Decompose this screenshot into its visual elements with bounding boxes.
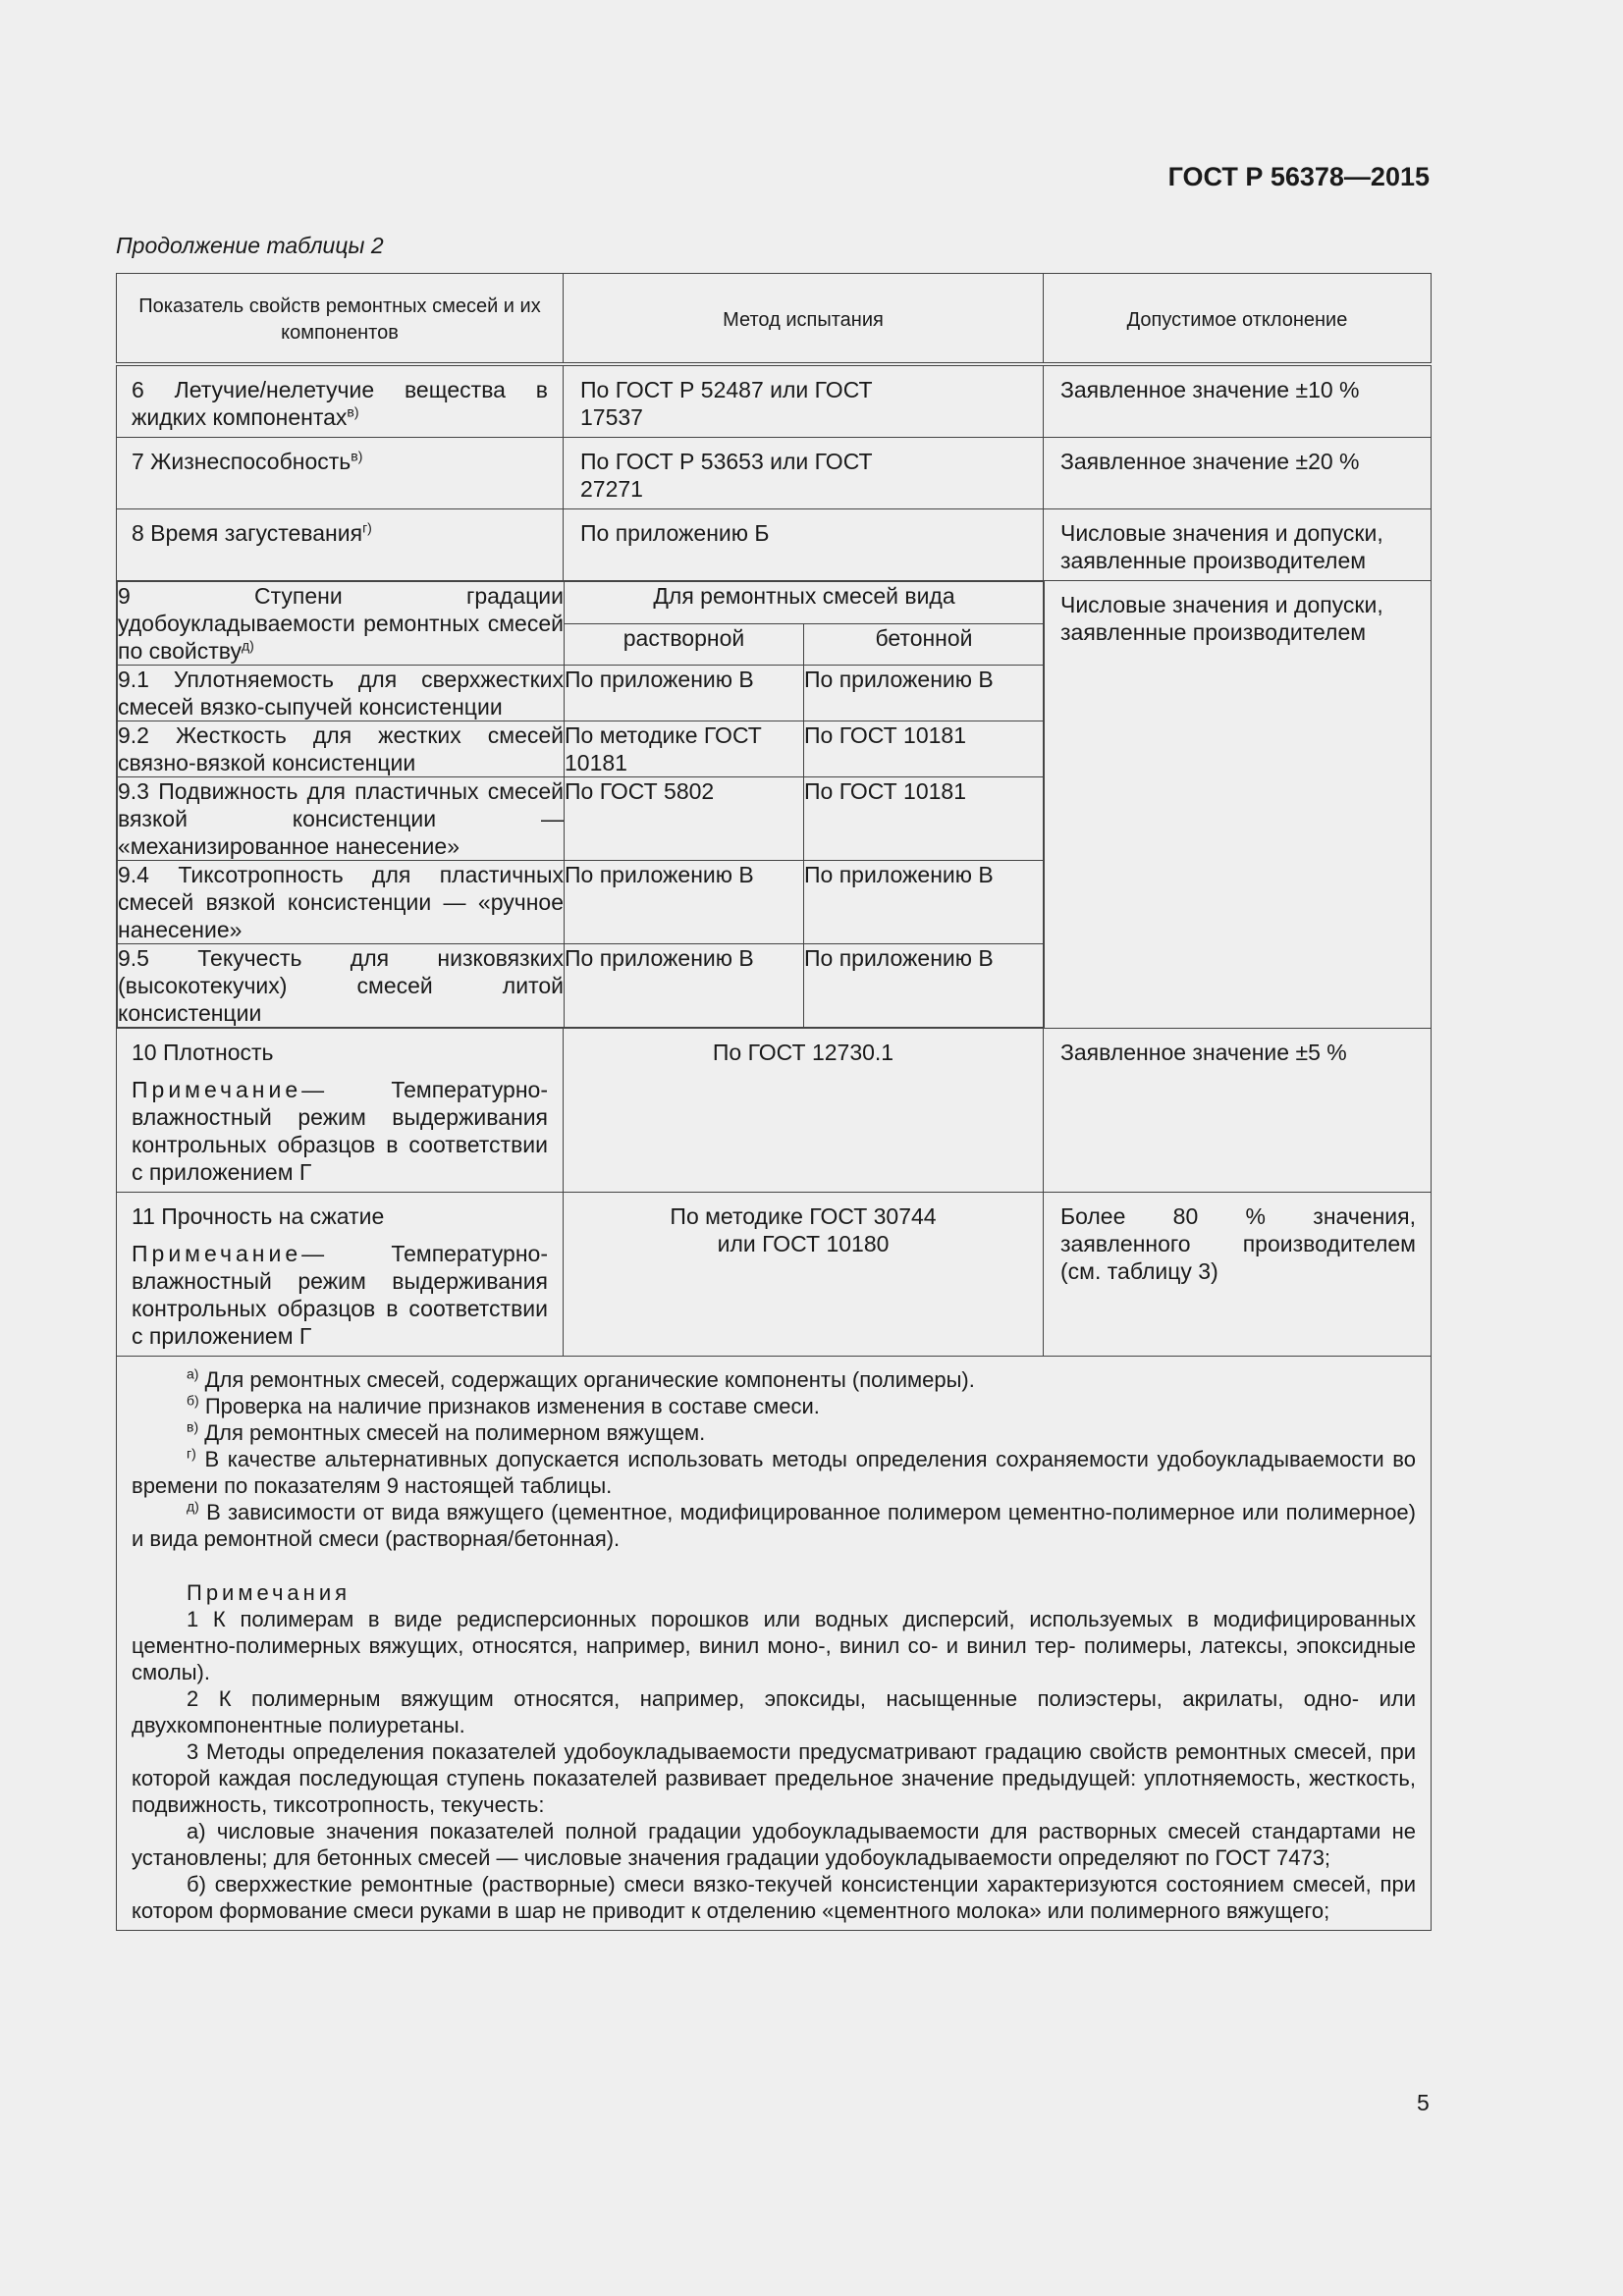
concrete-method-cell: По приложению В: [804, 861, 1045, 944]
concrete-method-cell: По ГОСТ 10181: [804, 777, 1045, 861]
page-number: 5: [1417, 2090, 1430, 2115]
footnotes-row: [117, 1357, 1432, 1931]
footnote-text: В качестве альтернативных допускается использовать методы определения сохраняемости удобоукладываемости во времени по показателям 9 настоящей таблицы.: [132, 1447, 1416, 1498]
workability-block: [117, 581, 1044, 1029]
footnotes-cell: [117, 1357, 1432, 1931]
concrete-method-cell: По приложению В: [804, 666, 1045, 721]
properties-table: [116, 273, 1432, 1931]
subrow-9-2: [118, 721, 1045, 777]
note-label: Примечание: [132, 1241, 302, 1266]
footnote-text: Проверка на наличие признаков изменения в составе смеси.: [204, 1394, 820, 1418]
subrow-9-1: [118, 666, 1045, 721]
column-header-tolerance: Допустимое отклонение: [1044, 274, 1432, 365]
footnote-mark: в): [187, 1418, 199, 1435]
footnote: [132, 1393, 1416, 1419]
indicator-text: 6 Летучие/нелетучие вещества в жидких компонентах: [132, 377, 548, 430]
indicator-cell: [117, 438, 564, 509]
indicator-text: 10 Плотность: [132, 1040, 274, 1065]
tolerance-cell: Заявленное значение ±10 %: [1044, 364, 1432, 438]
footnote: [132, 1499, 1416, 1552]
footnote-ref: г): [362, 519, 372, 536]
table-row-11: [117, 1193, 1432, 1357]
subrow-9-3: [118, 777, 1045, 861]
column-header-method: Метод испытания: [564, 274, 1044, 365]
row-note: [132, 1076, 548, 1186]
footnote-ref: д): [241, 637, 254, 654]
indicator-text: 11 Прочность на сжатие: [132, 1203, 385, 1229]
tolerance-cell: Более 80 % значения, заявленного производителем (см. таблицу 3): [1044, 1193, 1432, 1357]
footnote: [132, 1366, 1416, 1393]
indicator-cell: [117, 364, 564, 438]
indicator-cell: [117, 1193, 564, 1357]
table-header-row: [117, 274, 1432, 365]
subrow-9-4: [118, 861, 1045, 944]
footnote-ref: в): [347, 403, 359, 420]
notes-title: Примечания: [187, 1580, 352, 1605]
subindicator-cell: 9.5 Текучесть для низковязких (высокотекучих) смесей литой консистенции: [118, 945, 564, 1026]
concrete-subheader: бетонной: [804, 623, 1045, 666]
row-note: [132, 1240, 548, 1350]
indicator-cell: [118, 582, 565, 666]
note-text: — Температурно-влажностный режим выдерживания контрольных образцов в соответствии с приложением Г: [132, 1241, 548, 1349]
subrow-9-5: [118, 944, 1045, 1028]
table-row-10: [117, 1029, 1432, 1193]
workability-subtable: [117, 581, 1045, 1028]
method-cell: По методике ГОСТ 30744 или ГОСТ 10180: [564, 1193, 1044, 1357]
mortar-method-cell: По приложению В: [565, 666, 804, 721]
note-item: 3 Методы определения показателей удобоукладываемости предусматривают градацию свойств ремонтных смесей, при которой каждая последующая ступень показателей развивает предельное значение предыдущей: уплотняемость, жесткость, подвижность, тиксотропность, текучесть:: [132, 1739, 1416, 1817]
indicator-cell: [117, 509, 564, 581]
method-cell: По приложению Б: [564, 509, 1044, 581]
tolerance-cell: Заявленное значение ±20 %: [1044, 438, 1432, 509]
note-text: — Температурно-влажностный режим выдерживания контрольных образцов в соответствии с приложением Г: [132, 1077, 548, 1185]
table-row-9: [117, 581, 1432, 1029]
column-header-indicator: Показатель свойств ремонтных смесей и их компонентов: [117, 274, 564, 365]
footnote: [132, 1419, 1416, 1446]
mortar-method-cell: По методике ГОСТ 10181: [565, 721, 804, 777]
indicator-cell: [117, 1029, 564, 1193]
mix-type-group-header: Для ремонтных смесей вида: [565, 582, 1045, 624]
tolerance-cell: Числовые значения и допуски, заявленные производителем: [1044, 581, 1432, 1029]
subindicator-cell: 9.1 Уплотняемость для сверхжестких смесей вязко-сыпучей консистенции: [118, 667, 564, 720]
table-row-8: [117, 509, 1432, 581]
method-cell: По ГОСТ Р 53653 или ГОСТ 27271: [564, 438, 1044, 509]
table-continuation-caption: Продолжение таблицы 2: [116, 233, 384, 258]
mortar-method-cell: По приложению В: [565, 861, 804, 944]
note-label: Примечание: [132, 1077, 302, 1102]
mortar-subheader: растворной: [565, 623, 804, 666]
footnote-mark: г): [187, 1445, 196, 1462]
indicator-text: 8 Время загустевания: [132, 520, 363, 546]
footnote-mark: б): [187, 1392, 199, 1409]
method-cell: По ГОСТ Р 52487 или ГОСТ 17537: [564, 364, 1044, 438]
table-row-7: [117, 438, 1432, 509]
concrete-method-cell: По приложению В: [804, 944, 1045, 1028]
method-cell: По ГОСТ 12730.1: [564, 1029, 1044, 1193]
tolerance-cell: Числовые значения и допуски, заявленные производителем: [1044, 509, 1432, 581]
mortar-method-cell: По ГОСТ 5802: [565, 777, 804, 861]
indicator-text: 9 Ступени градации удобоукладываемости ремонтных смесей по свойству: [118, 583, 564, 664]
subindicator-cell: 9.2 Жесткость для жестких смесей связно-вязкой консистенции: [118, 722, 564, 775]
footnote-mark: д): [187, 1498, 199, 1515]
document-code: ГОСТ Р 56378—2015: [1167, 162, 1430, 191]
note-item: а) числовые значения показателей полной градации удобоукладываемости для растворных смесей стандартами не установлены; для бетонных смесей — числовые значения градации удобоукладываемости определяют по ГОСТ 7473;: [132, 1819, 1416, 1870]
table-row-6: [117, 364, 1432, 438]
footnote: [132, 1446, 1416, 1499]
indicator-text: 7 Жизнеспособность: [132, 449, 352, 474]
subindicator-cell: 9.3 Подвижность для пластичных смесей вязкой консистенции — «механизированное нанесение»: [118, 778, 564, 859]
footnote-mark: а): [187, 1365, 199, 1382]
mortar-method-cell: По приложению В: [565, 944, 804, 1028]
footnote-ref: в): [351, 448, 363, 464]
footnote-text: В зависимости от вида вяжущего (цементное, модифицированное полимером цементно-полимерное или полимерное) и вида ремонтной смеси (растворная/бетонная).: [132, 1500, 1416, 1551]
subindicator-cell: 9.4 Тиксотропность для пластичных смесей вязкой консистенции — «ручное нанесение»: [118, 862, 564, 942]
tolerance-cell: Заявленное значение ±5 %: [1044, 1029, 1432, 1193]
footnote-text: Для ремонтных смесей на полимерном вяжущем.: [204, 1420, 706, 1445]
note-item: 2 К полимерным вяжущим относятся, например, эпоксиды, насыщенные полиэстеры, акрилаты, одно- или двухкомпонентные полиуретаны.: [132, 1686, 1416, 1737]
note-item: б) сверхжесткие ремонтные (растворные) смеси вязко-текучей консистенции характеризуются состоянием смесей, при котором формование смеси руками в шар не приводит к отделению «цементного молока» или полимерного вяжущего;: [132, 1872, 1416, 1923]
note-item: 1 К полимерам в виде редисперсионных порошков или водных дисперсий, используемых в модифицированных цементно-полимерных вяжущих, относятся, например, винил моно-, винил со- и винил тер- полимеры, латексы, эпоксидные смолы).: [132, 1607, 1416, 1684]
concrete-method-cell: По ГОСТ 10181: [804, 721, 1045, 777]
footnote-text: Для ремонтных смесей, содержащих органические компоненты (полимеры).: [204, 1367, 975, 1392]
